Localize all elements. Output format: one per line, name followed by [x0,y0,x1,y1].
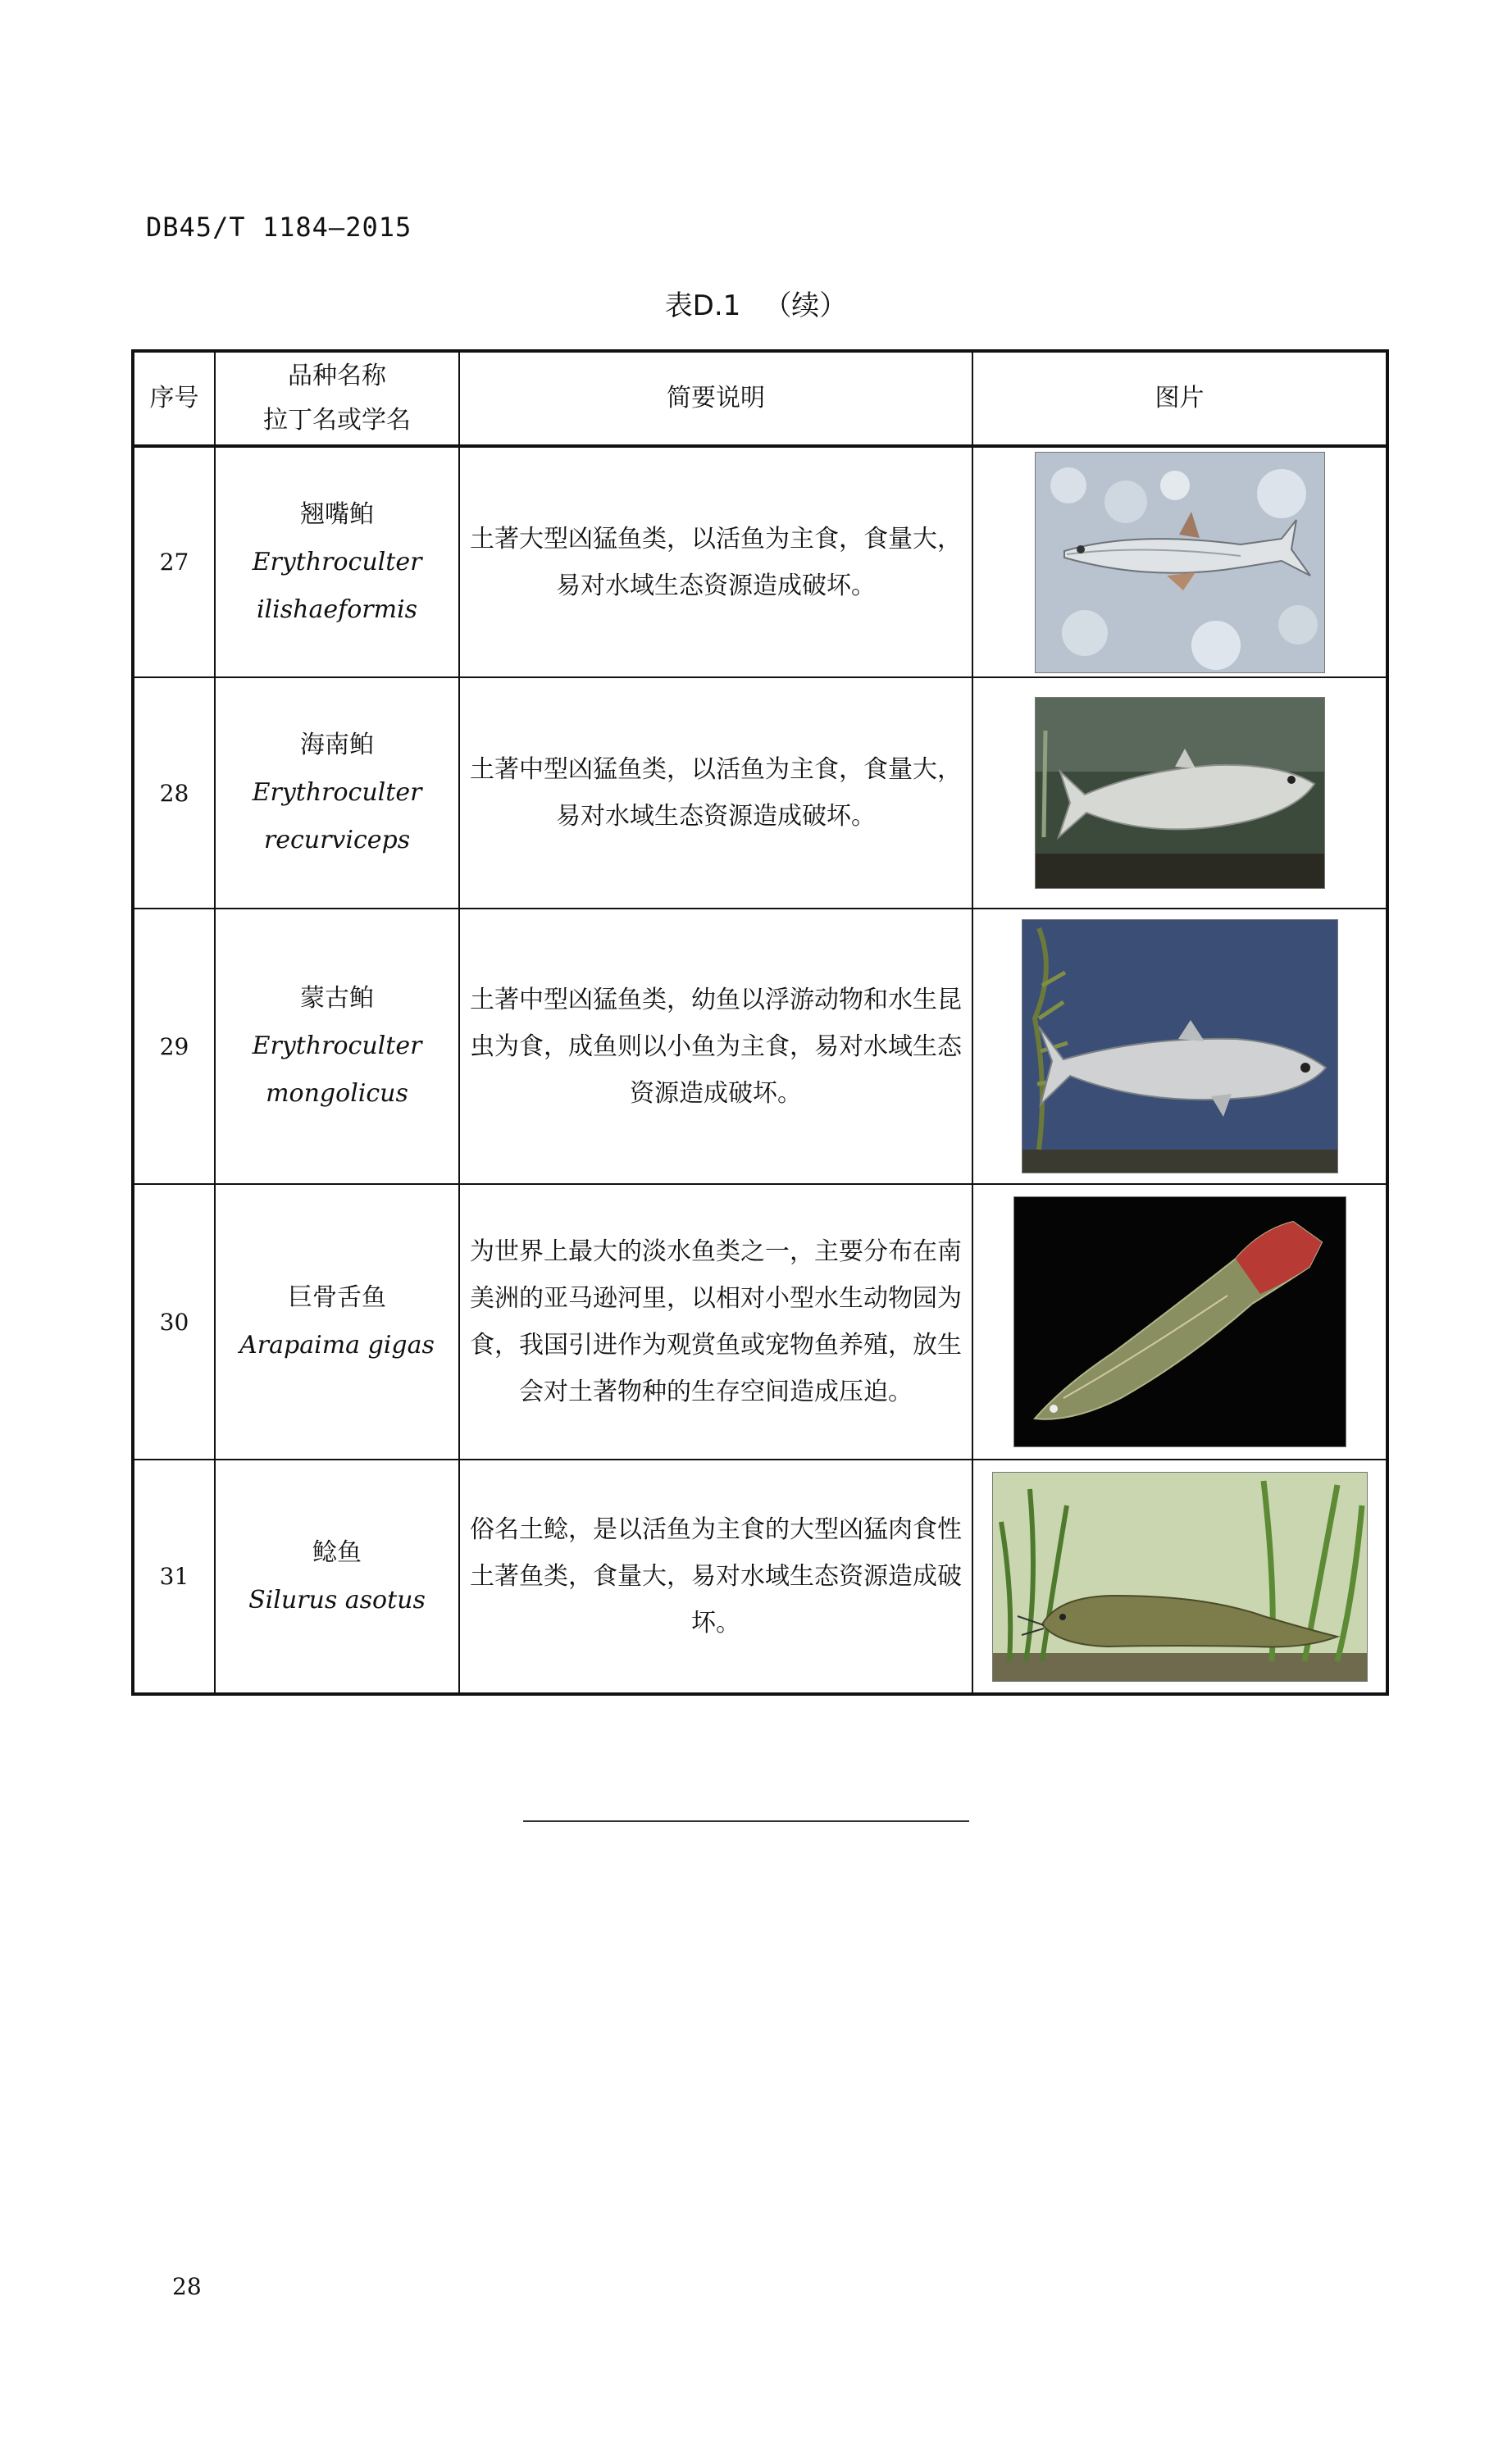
row-number: 27 [133,446,215,677]
fish-on-ice-photo [1035,452,1325,673]
species-name-cn: 蒙古鲌 [300,984,374,1013]
col-header-name-line2: 拉丁名或学名 [263,406,411,435]
row-number: 30 [133,1184,215,1460]
end-rule [523,1820,969,1822]
species-description: 土著中型凶猛鱼类，以活鱼为主食，食量大，易对水域生态资源造成破坏。 [459,677,972,909]
species-description: 土著中型凶猛鱼类，幼鱼以浮游动物和水生昆虫为食，成鱼则以小鱼为主食，易对水域生态资源造成破坏。 [459,909,972,1184]
species-description: 为世界上最大的淡水鱼类之一，主要分布在南美洲的亚马逊河里，以相对小型水生动物园为食，我国引进作为观赏鱼或宠物鱼养殖，放生会对土著物种的生存空间造成压迫。 [459,1184,972,1460]
col-header-pic: 图片 [972,351,1387,446]
species-latin-1: Erythroculter [252,778,422,807]
species-photo-cell [972,909,1387,1184]
row-number: 28 [133,677,215,909]
col-header-no: 序号 [133,351,215,446]
catfish-photo [992,1472,1368,1682]
table-row [133,909,1387,1184]
species-name-cn: 鲶鱼 [312,1537,362,1567]
species-name-cn: 翘嘴鲌 [300,499,374,529]
species-table [131,349,1389,1696]
table-row [133,677,1387,909]
page-number: 28 [172,2273,202,2300]
row-number: 31 [133,1460,215,1694]
table-row [133,446,1387,677]
row-number: 29 [133,909,215,1184]
fish-in-tank-photo [1035,697,1325,889]
species-name-cn: 巨骨舌鱼 [288,1283,386,1312]
species-latin-1: Silurus asotus [248,1585,426,1615]
table-header-row [133,351,1387,446]
species-name-cn: 海南鲌 [300,731,374,759]
col-header-desc: 简要说明 [459,351,972,446]
species-latin-1: Erythroculter [252,1032,422,1060]
species-description: 土著大型凶猛鱼类，以活鱼为主食，食量大，易对水域生态资源造成破坏。 [459,446,972,677]
species-name [215,677,459,909]
species-name [215,1184,459,1460]
table-caption [0,283,1512,323]
table-row [133,1460,1387,1694]
species-name [215,909,459,1184]
species-latin-1: Erythroculter [252,547,422,576]
standard-code: DB45/T 1184—2015 [146,212,412,243]
species-photo-cell [972,1460,1387,1694]
table-id: 表D.1 [664,289,741,322]
arapaima-photo [1013,1196,1346,1447]
species-latin-1: Arapaima gigas [239,1331,435,1360]
species-name [215,446,459,677]
table-row [133,1184,1387,1460]
species-photo-cell [972,1184,1387,1460]
fish-underwater-photo [1022,919,1338,1173]
species-photo-cell [972,446,1387,677]
col-header-name-line1: 品种名称 [288,362,386,390]
species-name [215,1460,459,1694]
species-latin-2: ilishaeformis [256,594,418,624]
species-description: 俗名土鲶，是以活鱼为主食的大型凶猛肉食性土著鱼类，食量大，易对水域生态资源造成破坏。 [459,1460,972,1694]
species-latin-2: recurviceps [263,826,411,854]
species-latin-2: mongolicus [266,1079,408,1108]
table-continued-label: （续） [763,289,848,322]
col-header-name [215,351,459,446]
species-photo-cell [972,677,1387,909]
